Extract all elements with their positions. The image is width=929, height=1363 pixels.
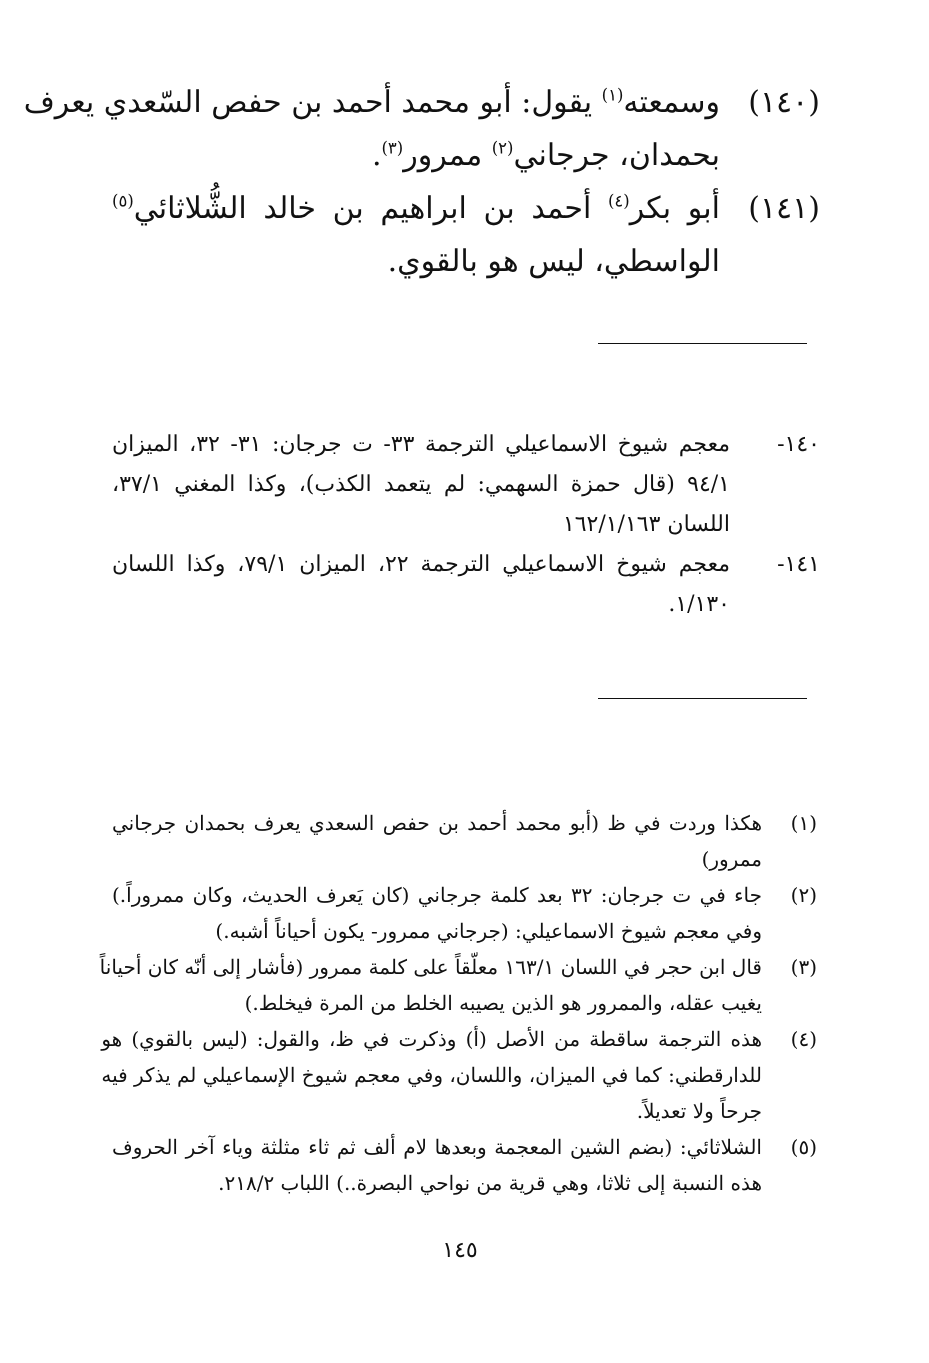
footnote-4 <box>101 1021 817 1129</box>
footnote-number: (٣) <box>790 955 817 979</box>
main-text <box>23 76 820 288</box>
footnote-1 <box>112 805 817 877</box>
entry-body <box>24 76 720 182</box>
reference-number: ١٤٠- <box>777 432 820 457</box>
main-entry-141 <box>112 182 820 288</box>
text-line: بحمدان، جرجاني$^{(٢)}$ ممرور$^{(٣)}$. <box>371 138 720 173</box>
reference-line: ١/١٣٠. <box>668 592 730 617</box>
footnote-line: للدارقطني: كما في الميزان، واللسان، وفي معجم شيوخ الإسماعيلي لم يذكر فيه <box>101 1063 762 1087</box>
footnote-line: جرحاً ولا تعديلاً. <box>636 1099 762 1123</box>
text-line: الواسطي، ليس هو بالقوي. <box>387 244 720 279</box>
footnote-ref: (٢) <box>491 138 514 158</box>
reference-line: ٩٤/١ (قال حمزة السهمي: لم يتعمد الكذب)، وكذا المغني ٣٧/١، <box>112 472 730 497</box>
footnote-ref: (١) <box>601 85 624 105</box>
footnote-line: جاء في ت جرجان: ٣٢ بعد كلمة جرجاني (كان يَعرف الحديث، وكان ممروراً.) <box>112 883 762 907</box>
entry-body <box>112 182 720 288</box>
reference-line: معجم شيوخ الاسماعيلي الترجمة ٣٣- ت جرجان: ٣١- ٣٢، الميزان <box>112 432 730 457</box>
footnote-ref: (٣) <box>381 138 404 158</box>
footnote-line: هذه الترجمة ساقطة من الأصل (أ) وذكرت في ظ، والقول: (ليس بالقوي) هو <box>101 1027 762 1051</box>
text-line: وسمعته$^{(١)}$ يقول: أبو محمد أحمد بن حفص السّعدي يعرف <box>23 85 720 120</box>
footnote-line: يغيب عقله، والممرور هو الذين يصيبه الخلط من المرة فيخلط.) <box>244 991 762 1015</box>
footnote-line: هكذا وردت في ظ (أبو محمد أحمد بن حفص السعدي يعرف بحمدان جرجاني <box>112 811 762 835</box>
footnote-number: (١) <box>790 811 817 835</box>
separator-rule <box>598 698 807 699</box>
reference-entry-140 <box>112 425 820 545</box>
text-line: أبو بكر$^{(٤)}$ أحمد بن ابراهيم بن خالد الشُّلاثائي$^{(٥)}$ <box>112 191 720 226</box>
reference-line: معجم شيوخ الاسماعيلي الترجمة ٢٢، الميزان ٧٩/١، وكذا اللسان <box>112 552 730 577</box>
footnotes-section <box>99 805 817 1201</box>
footnote-3 <box>99 949 817 1021</box>
reference-entry-141 <box>112 545 820 625</box>
footnote-5 <box>112 1129 817 1201</box>
footnote-line: قال ابن حجر في اللسان ١٦٣/١ معلّقاً على كلمة ممرور (فأشار إلى أنّه كان أحياناً <box>99 955 762 979</box>
footnote-line: الشلاثائي: (بضم الشين المعجمة وبعدها لام ألف ثم ثاء مثلثة وياء آخر الحروف <box>112 1135 762 1159</box>
separator-rule <box>598 343 807 344</box>
footnote-2 <box>112 877 817 949</box>
footnote-ref: (٥) <box>112 191 134 211</box>
footnote-number: (٤) <box>790 1027 817 1051</box>
entry-number: (١٤١) <box>748 191 820 226</box>
footnote-line: هذه النسبة إلى ثلاثا، وهي قرية من نواحي البصرة..) اللباب ٢١٨/٢. <box>218 1171 762 1195</box>
footnote-line: وفي معجم شيوخ الاسماعيلي: (جرجاني ممرور- يكون أحياناً أشبه.) <box>215 919 762 943</box>
entry-number: (١٤٠) <box>748 85 820 120</box>
reference-line: اللسان ١٦٢/١/١٦٣ <box>562 512 730 537</box>
main-entry-140 <box>23 76 820 182</box>
footnote-line: ممرور) <box>701 847 762 871</box>
references-section <box>112 425 820 625</box>
footnote-ref: (٤) <box>607 191 630 211</box>
footnote-number: (٥) <box>790 1135 817 1159</box>
page-number: ١٤٥ <box>442 1238 478 1263</box>
reference-number: ١٤١- <box>777 552 820 577</box>
footnote-number: (٢) <box>790 883 817 907</box>
